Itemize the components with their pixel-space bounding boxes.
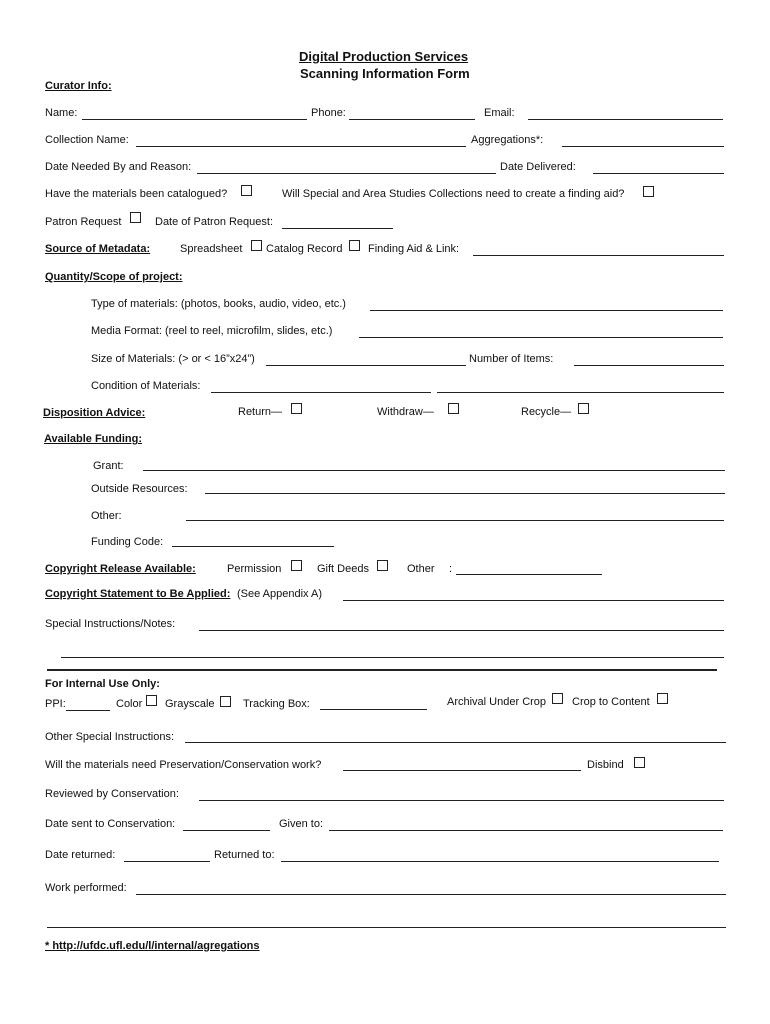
crop-content-checkbox[interactable] [657,693,668,704]
crop-content-label: Crop to Content [572,696,650,708]
date-needed-field[interactable] [197,173,496,174]
funding-code-field[interactable] [172,546,334,547]
grant-label: Grant: [93,460,124,472]
scope-heading: Quantity/Scope of project: [45,271,183,283]
given-to-label: Given to: [279,818,324,830]
ppi-field[interactable] [66,710,110,711]
special-instructions-field[interactable] [199,630,724,631]
form-title: Digital Production Services [299,49,469,64]
tracking-box-field[interactable] [320,709,427,710]
phone-label: Phone: [311,107,346,119]
reviewed-label: Reviewed by Conservation: [45,788,179,800]
date-delivered-label: Date Delivered: [500,161,576,173]
catalogued-label: Have the materials been catalogued? [45,188,228,200]
preservation-label: Will the materials need Preservation/Conservation work? [45,759,322,771]
funding-code-label: Funding Code: [91,536,164,548]
work-performed-field-2[interactable] [47,927,726,928]
other-special-label: Other Special Instructions: [45,731,175,743]
archival-crop-label: Archival Under Crop [447,696,547,708]
work-performed-label: Work performed: [45,882,127,894]
internal-use-heading: For Internal Use Only: [45,678,160,690]
number-items-label: Number of Items: [469,353,554,365]
disbind-checkbox[interactable] [634,757,645,768]
ppi-label: PPI: [45,698,66,710]
work-performed-field[interactable] [136,894,726,895]
section-divider [47,669,717,671]
phone-field[interactable] [349,119,475,120]
special-instructions-field-2[interactable] [61,657,724,658]
name-field[interactable] [82,119,307,120]
return-label: Return— [238,406,283,418]
patron-request-checkbox[interactable] [130,212,141,223]
date-returned-label: Date returned: [45,849,116,861]
email-label: Email: [484,107,515,119]
finding-aid-question: Will Special and Area Studies Collections need to create a finding aid? [282,188,625,200]
given-to-field[interactable] [329,830,723,831]
copyright-statement-heading: Copyright Statement to Be Applied: [45,588,231,600]
preservation-field[interactable] [343,770,581,771]
grayscale-checkbox[interactable] [220,696,231,707]
gift-deeds-label: Gift Deeds [317,563,369,575]
outside-resources-label: Outside Resources: [91,483,188,495]
grayscale-label: Grayscale [165,698,215,710]
recycle-checkbox[interactable] [578,403,589,414]
condition-label: Condition of Materials: [91,380,201,392]
aggregations-link[interactable]: * http://ufdc.ufl.edu/l/internal/agregations [45,940,260,952]
permission-label: Permission [227,563,282,575]
disbind-label: Disbind [587,759,624,771]
catalogued-checkbox[interactable] [241,185,252,196]
finding-aid-link-label: Finding Aid & Link: [368,243,460,255]
funding-heading: Available Funding: [44,433,142,445]
patron-request-label: Patron Request [45,216,122,228]
reviewed-field[interactable] [199,800,724,801]
collection-name-label: Collection Name: [45,134,129,146]
other-funding-field[interactable] [186,520,724,521]
email-field[interactable] [528,119,723,120]
catalog-record-label: Catalog Record [266,243,343,255]
curator-info-heading: Curator Info: [45,80,112,92]
size-materials-label: Size of Materials: (> or < 16”x24”) [91,353,255,365]
gift-deeds-checkbox[interactable] [377,560,388,571]
tracking-box-label: Tracking Box: [243,698,310,710]
other-copyright-colon: : [449,563,453,575]
grant-field[interactable] [143,470,725,471]
size-materials-field[interactable] [266,365,466,366]
aggregations-field[interactable] [562,146,724,147]
color-label: Color [116,698,143,710]
number-items-field[interactable] [574,365,724,366]
withdraw-checkbox[interactable] [448,403,459,414]
archival-crop-checkbox[interactable] [552,693,563,704]
disposition-heading: Disposition Advice: [43,407,146,419]
collection-name-field[interactable] [136,146,466,147]
withdraw-label: Withdraw— [377,406,434,418]
type-materials-label: Type of materials: (photos, books, audio, video, etc.) [91,298,346,310]
source-metadata-heading: Source of Metadata: [45,243,151,255]
name-label: Name: [45,107,78,119]
return-checkbox[interactable] [291,403,302,414]
recycle-label: Recycle— [521,406,572,418]
finding-aid-checkbox[interactable] [643,186,654,197]
other-copyright-field[interactable] [456,574,602,575]
aggregations-label: Aggregations*: [471,134,544,146]
special-instructions-label: Special Instructions/Notes: [45,618,176,630]
date-returned-field[interactable] [124,861,210,862]
other-copyright-label: Other [407,563,435,575]
date-sent-field[interactable] [183,830,270,831]
date-needed-label: Date Needed By and Reason: [45,161,192,173]
condition-field-1[interactable] [211,392,431,393]
catalog-record-checkbox[interactable] [349,240,360,251]
copyright-statement-field[interactable] [343,600,724,601]
outside-resources-field[interactable] [205,493,725,494]
date-sent-label: Date sent to Conservation: [45,818,176,830]
condition-field-2[interactable] [437,392,724,393]
other-funding-label: Other: [91,510,122,522]
media-format-label: Media Format: (reel to reel, microfilm, slides, etc.) [91,325,333,337]
spreadsheet-checkbox[interactable] [251,240,262,251]
type-materials-field[interactable] [370,310,723,311]
other-special-field[interactable] [185,742,726,743]
patron-date-field[interactable] [282,228,393,229]
returned-to-field[interactable] [281,861,719,862]
copyright-release-heading: Copyright Release Available: [45,563,196,575]
appendix-label: (See Appendix A) [237,588,323,600]
patron-date-label: Date of Patron Request: [155,216,274,228]
date-delivered-field[interactable] [593,173,724,174]
form-subtitle: Scanning Information Form [300,66,470,81]
finding-aid-link-field[interactable] [473,255,724,256]
returned-to-label: Returned to: [214,849,275,861]
media-format-field[interactable] [359,337,723,338]
permission-checkbox[interactable] [291,560,302,571]
color-checkbox[interactable] [146,695,157,706]
spreadsheet-label: Spreadsheet [180,243,243,255]
